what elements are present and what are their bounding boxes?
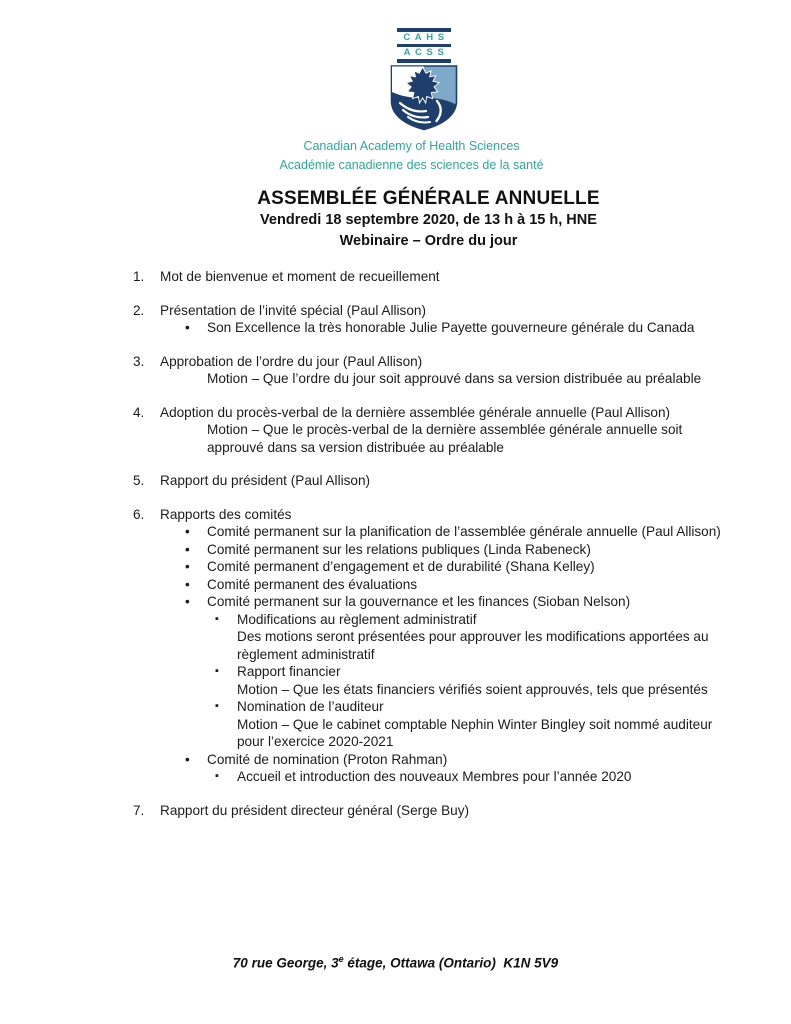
subsubitem-text: ▪ Modifications au règlement administratif	[237, 611, 477, 627]
agenda-subsubitem	[215, 663, 733, 681]
item-number: 1.	[133, 269, 145, 284]
subsubitem-text: ▪ Rapport financier	[237, 664, 341, 679]
item-text: Adoption du procès-verbal de la dernière assemblée générale annuelle (Paul Allison)	[160, 404, 671, 420]
address-superscript: e	[338, 954, 344, 964]
cahs-acronym-banner	[397, 28, 451, 63]
address-footer	[0, 954, 791, 971]
agenda-subsubitem	[215, 768, 733, 786]
item-number: 2.	[133, 302, 145, 318]
page-title: ASSEMBLÉE GÉNÉRALE ANNUELLE	[257, 188, 600, 209]
acronym-fr: ACSS	[397, 44, 451, 59]
subitem-text: • Comité permanent des évaluations	[207, 576, 418, 592]
title-block	[0, 188, 791, 252]
subsubitem-text: ▪ Accueil et introduction des nouveaux Membres pour l’année 2020	[237, 769, 632, 784]
meeting-subtitle: Webinaire – Ordre du jour	[339, 233, 518, 249]
organization-names	[0, 137, 791, 174]
cahs-shield-icon	[390, 65, 458, 131]
item-number: 7.	[133, 802, 145, 818]
agenda-item-1	[133, 268, 733, 286]
note-text: Des motions seront présentées pour approuver les modifications apportées au règlement administratif	[237, 629, 709, 662]
agenda-list	[133, 268, 733, 819]
agenda-subitem	[185, 593, 733, 611]
agenda-subsubitem	[215, 698, 733, 716]
org-name-english: Canadian Academy of Health Sciences	[303, 139, 520, 153]
agenda-subsubitem	[215, 611, 733, 629]
motion-text: Motion – Que le procès-verbal de la dernière assemblée générale annuelle soit approuvé dans sa version distribuée au préalable	[207, 422, 683, 455]
agenda-subitem	[185, 541, 733, 559]
agenda-subitem	[185, 751, 733, 769]
item-number: 5.	[133, 473, 145, 488]
agenda-item-5	[133, 472, 733, 490]
item-text: Présentation de l’invité spécial (Paul Allison)	[160, 302, 426, 318]
item-number: 4.	[133, 404, 145, 420]
agenda-subitem	[185, 319, 733, 337]
item-text: Rapports des comités	[160, 506, 292, 522]
motion-text: Motion – Que les états financiers vérifiés soient approuvés, tels que présentés	[237, 681, 708, 697]
subitem-text: • Comité permanent sur les relations publiques (Linda Rabeneck)	[207, 541, 591, 557]
document-header	[0, 0, 791, 252]
item-number: 3.	[133, 353, 145, 369]
address-text-prefix: 70 rue George, 3	[232, 955, 339, 971]
subsubitem-text: ▪ Nomination de l’auditeur	[237, 699, 384, 714]
item-text: Rapport du président directeur général (Serge Buy)	[160, 802, 470, 818]
motion-text: Motion – Que le cabinet comptable Nephin Winter Bingley soit nommé auditeur pour l’exercice 2020-2021	[237, 716, 713, 749]
org-name-french: Académie canadienne des sciences de la santé	[279, 157, 544, 172]
item-text: Mot de bienvenue et moment de recueillement	[160, 269, 440, 284]
agenda-item-4	[133, 404, 733, 422]
meeting-date: Vendredi 18 septembre 2020, de 13 h à 15 h, HNE	[260, 212, 597, 228]
agenda-subitem	[185, 558, 733, 576]
subitem-text: • Comité permanent sur la planification de l’assemblée générale annuelle (Paul Allison)	[207, 524, 721, 539]
agenda-item-3	[133, 353, 733, 371]
subitem-text: • Comité permanent d’engagement et de durabilité (Shana Kelley)	[207, 559, 595, 574]
subitem-text: • Comité de nomination (Proton Rahman)	[207, 751, 448, 767]
item-text: Approbation de l’ordre du jour (Paul Allison)	[160, 353, 423, 369]
item-number: 6.	[133, 506, 145, 522]
acronym-en: CAHS	[403, 32, 449, 43]
subitem-text: • Son Excellence la très honorable Julie Payette gouverneure générale du Canada	[207, 320, 695, 335]
item-text: Rapport du président (Paul Allison)	[160, 473, 371, 488]
agenda-subitem	[185, 523, 733, 541]
agenda-item-6	[133, 506, 733, 524]
cahs-logo	[390, 28, 458, 131]
agenda-item-2	[133, 302, 733, 320]
address-text-suffix: étage, Ottawa (Ontario) K1N 5V9	[343, 955, 559, 971]
motion-text: Motion – Que l’ordre du jour soit approuvé dans sa version distribuée au préalable	[207, 371, 702, 386]
agenda-item-7	[133, 802, 733, 820]
agenda-subitem	[185, 576, 733, 594]
subitem-text: • Comité permanent sur la gouvernance et les finances (Sioban Nelson)	[207, 594, 631, 609]
